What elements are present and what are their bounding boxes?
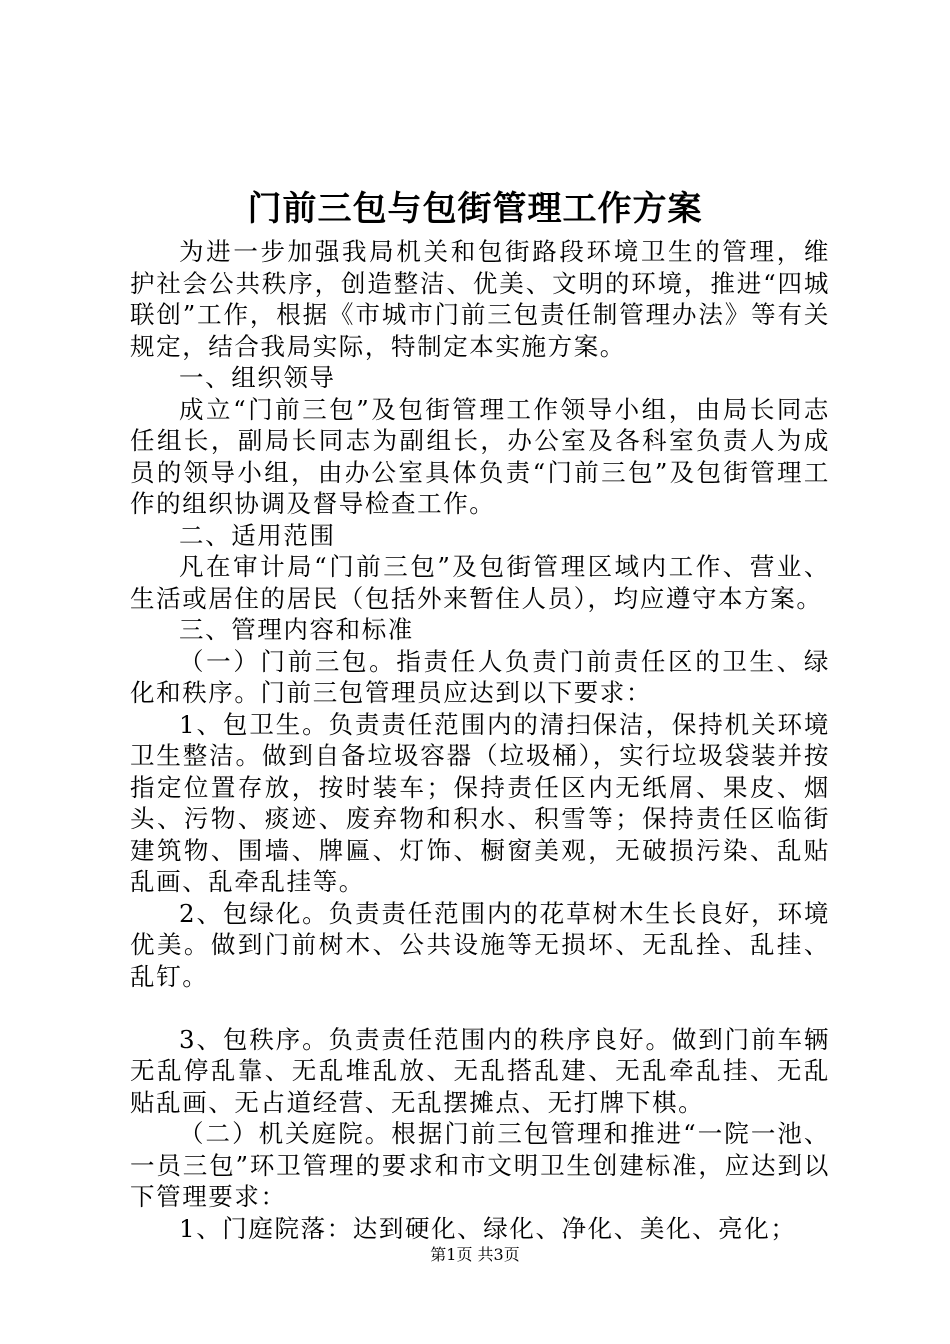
paragraph-courtyard-item-1: 1、门庭院落：达到硬化、绿化、净化、美化、亮化； <box>179 1213 797 1243</box>
document-body <box>130 236 830 1244</box>
paragraph-sanitation: 1、包卫生。负责责任范围内的清扫保洁，保持机关环境卫生整洁。做到自备垃圾容器（垃圾桶），实行垃圾袋装并按指定位置存放，按时装车；保持责任区内无纸屑、果皮、烟头、污物、痰迹、废弃物和积水、积雪等；保持责任区临街建筑物、围墙、牌匾、灯饰、橱窗美观，无破损污染、乱贴乱画、乱牵乱挂等。 <box>130 709 830 896</box>
document-title: 门前三包与包街管理工作方案 <box>247 189 703 229</box>
paragraph-scope: 凡在审计局“门前三包”及包街管理区域内工作、营业、生活或居住的居民（包括外来暂住人员），均应遵守本方案。 <box>130 552 830 613</box>
paragraph-courtyard: （二）机关庭院。根据门前三包管理和推进“一院一池、一员三包”环卫管理的要求和市文明卫生创建标准，应达到以下管理要求： <box>130 1119 830 1211</box>
paragraph-greening: 2、包绿化。负责责任范围内的花草树木生长良好，环境优美。做到门前树木、公共设施等无损坏、无乱拴、乱挂、乱钉。 <box>130 898 830 991</box>
paragraph-order: 3、包秩序。负责责任范围内的秩序良好。做到门前车辆无乱停乱靠、无乱堆乱放、无乱搭乱建、无乱牵乱挂、无乱贴乱画、无占道经营、无乱摆摊点、无打牌下棋。 <box>130 1024 830 1117</box>
heading-management: 三、管理内容和标准 <box>179 615 414 644</box>
paragraph-organization: 成立“门前三包”及包街管理工作领导小组，由局长同志任组长，副局长同志为副组长，办公室及各科室负责人为成员的领导小组，由办公室具体负责“门前三包”及包街管理工作的组织协调及督导检查工作。 <box>130 394 830 518</box>
page-number: 第1页 共3页 <box>430 1245 520 1264</box>
paragraph-intro: 为进一步加强我局机关和包街路段环境卫生的管理，维护社会公共秩序，创造整洁、优美、文明的环境，推进“四城联创”工作，根据《市城市门前三包责任制管理办法》等有关规定，结合我局实际，特制定本实施方案。 <box>130 237 830 361</box>
heading-organization: 一、组织领导 <box>179 363 336 392</box>
heading-scope: 二、适用范围 <box>179 520 336 550</box>
paragraph-three-guarantees: （一）门前三包。指责任人负责门前责任区的卫生、绿化和秩序。门前三包管理员应达到以下要求： <box>130 646 830 707</box>
page-footer <box>0 1244 950 1266</box>
